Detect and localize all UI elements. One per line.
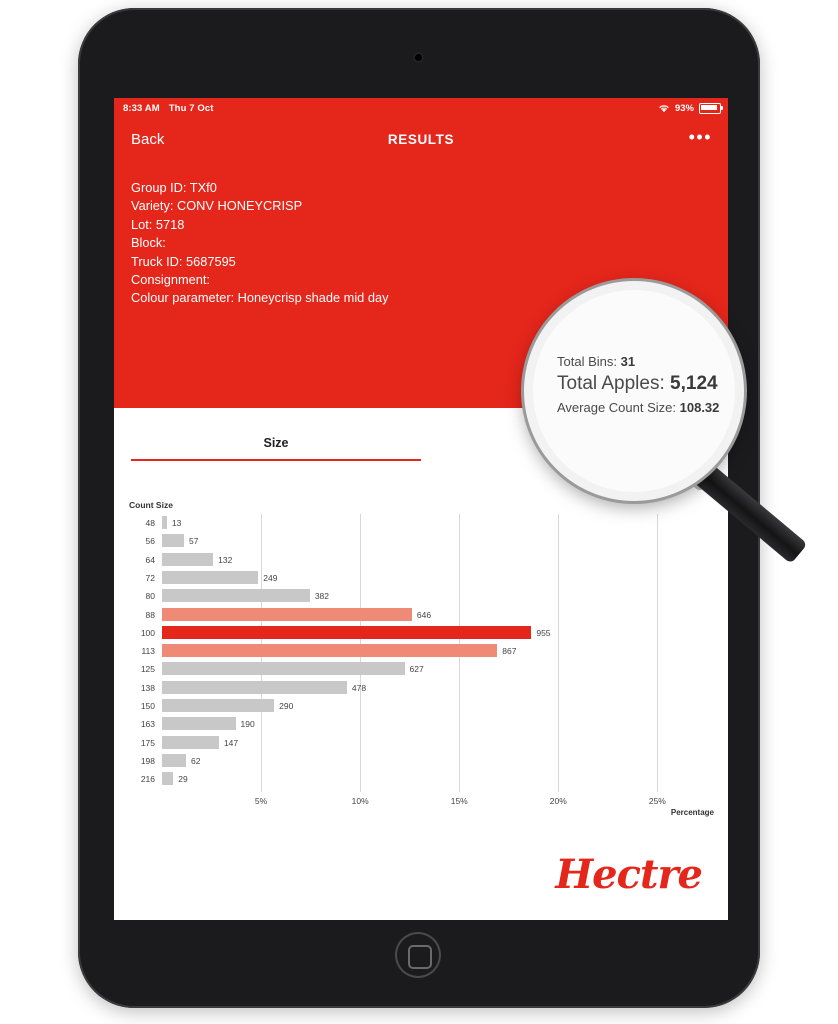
status-time: 8:33 AM — [123, 103, 160, 114]
meta-group-id: Group ID: TXf0 — [131, 180, 217, 195]
chart-bar-value: 382 — [314, 591, 329, 602]
total-bins-row — [557, 354, 737, 369]
chart-bar-row — [129, 606, 714, 624]
magnifier-overlay — [524, 281, 744, 501]
tablet-screen — [114, 98, 728, 920]
home-button-glyph — [408, 945, 432, 969]
chart-bar — [162, 681, 347, 694]
wifi-icon — [658, 104, 670, 113]
chart-x-tick-label: 10% — [351, 796, 369, 806]
chart-category-label: 216 — [140, 774, 155, 785]
chart-bar — [162, 754, 186, 767]
chart-bar-value: 867 — [502, 646, 517, 657]
average-count-label: Average Count Size: — [557, 400, 676, 415]
chart-category-label: 48 — [145, 518, 155, 528]
page-title: RESULTS — [387, 132, 455, 147]
chart-bar-value: 627 — [409, 664, 424, 675]
chart-bar-row — [129, 569, 714, 587]
chart-bar-row — [129, 551, 714, 569]
chart-bar-value: 249 — [263, 572, 278, 583]
chart-bar-row — [129, 660, 714, 678]
chart-bar-row — [129, 514, 714, 532]
chart-x-axis-label: Percentage — [670, 808, 714, 817]
total-apples-label: Total Apples: — [557, 373, 665, 394]
chart-bar-value: 13 — [171, 518, 182, 528]
chart-category-label: 175 — [140, 737, 155, 748]
meta-consignment: Consignment: — [131, 272, 210, 288]
meta-colour-parameter: Colour parameter: Honeycrisp shade mid day — [131, 290, 389, 306]
chart-bar — [162, 717, 236, 730]
more-options-icon[interactable]: ••• — [688, 127, 712, 147]
back-button[interactable]: Back — [131, 131, 165, 148]
camera-icon — [413, 52, 424, 63]
battery-icon — [699, 103, 721, 114]
chart-bar — [162, 571, 258, 584]
chart-bar — [162, 736, 219, 749]
chart-category-label: 80 — [145, 591, 155, 602]
chart-bar — [162, 662, 405, 675]
chart-bar — [162, 534, 184, 547]
chart-category-label: 88 — [145, 609, 155, 620]
chart-category-label: 163 — [140, 719, 155, 730]
tab-active-indicator — [131, 459, 421, 461]
total-bins-label: Total Bins: — [557, 354, 617, 369]
chart-bar — [162, 626, 531, 639]
chart-bar-row — [129, 624, 714, 642]
chart-bar-value: 646 — [416, 609, 432, 620]
chart-bar-row — [129, 587, 714, 605]
chart-bar — [162, 589, 310, 602]
total-apples-row — [557, 373, 737, 395]
navigation-bar — [114, 119, 728, 166]
chart-x-tick-label: 15% — [450, 796, 468, 806]
chart-bar-value: 57 — [188, 536, 199, 547]
chart-category-label: 64 — [145, 554, 155, 565]
chart-bar-value: 190 — [240, 719, 255, 730]
status-bar-right — [658, 103, 721, 114]
chart-bar-row — [129, 642, 714, 660]
chart-bar-value: 478 — [351, 682, 367, 693]
chart-bar — [162, 553, 213, 566]
chart-category-label: 125 — [140, 664, 155, 675]
meta-lot: Lot: 5718 — [131, 216, 185, 232]
meta-block: Block: — [131, 235, 166, 251]
chart-category-label: 100 — [140, 627, 155, 638]
chart-bar — [162, 772, 173, 785]
chart-bar-row — [129, 715, 714, 733]
chart-x-tick-label: 5% — [254, 796, 268, 806]
chart-category-label: 56 — [145, 536, 155, 547]
summary-stats — [557, 354, 737, 415]
size-distribution-chart — [114, 500, 728, 830]
chart-bar-value: 955 — [536, 627, 551, 638]
tab-size[interactable]: Size — [263, 436, 289, 450]
chart-category-label: 150 — [140, 701, 155, 711]
status-bar — [114, 98, 728, 119]
chart-bar-row — [129, 532, 714, 550]
chart-bar-row — [129, 752, 714, 770]
average-count-row — [557, 400, 737, 415]
battery-percent: 93% — [674, 103, 694, 114]
chart-bar-value: 147 — [223, 737, 239, 748]
chart-bar — [162, 699, 274, 712]
chart-bar-row — [129, 697, 714, 715]
chart-category-label: 198 — [140, 755, 155, 766]
chart-bar-value: 29 — [178, 774, 188, 785]
chart-bar-row — [129, 679, 714, 697]
chart-bar — [162, 644, 497, 657]
chart-bar-row — [129, 770, 714, 788]
status-date: Thu 7 Oct — [168, 103, 214, 114]
average-count-value: 108.32 — [679, 400, 720, 415]
total-bins-value: 31 — [620, 354, 636, 369]
chart-bar-value: 62 — [190, 755, 201, 766]
chart-bar-row — [129, 734, 714, 752]
chart-category-label: 72 — [145, 572, 155, 583]
chart-category-label: 138 — [140, 682, 155, 693]
chart-axis-title: Count Size — [129, 500, 173, 510]
hectre-logo: Hectre — [555, 851, 702, 898]
status-bar-left — [114, 103, 214, 114]
consignment-metadata — [131, 179, 388, 308]
chart-bar-value: 290 — [279, 701, 294, 711]
tab-bar — [131, 436, 421, 461]
chart-bar-value: 132 — [218, 554, 233, 565]
total-apples-value: 5,124 — [670, 373, 718, 394]
chart-bar — [162, 608, 412, 621]
chart-x-tick-label: 20% — [549, 796, 567, 806]
magnifier-glass — [524, 281, 744, 501]
meta-variety: Variety: CONV HONEYCRISP — [131, 198, 303, 214]
chart-x-tick-label: 25% — [648, 796, 666, 806]
chart-bar — [162, 516, 167, 529]
chart-category-label: 113 — [141, 646, 155, 657]
chart-plot-area — [129, 514, 714, 817]
meta-truck-id: Truck ID: 5687595 — [131, 253, 236, 269]
